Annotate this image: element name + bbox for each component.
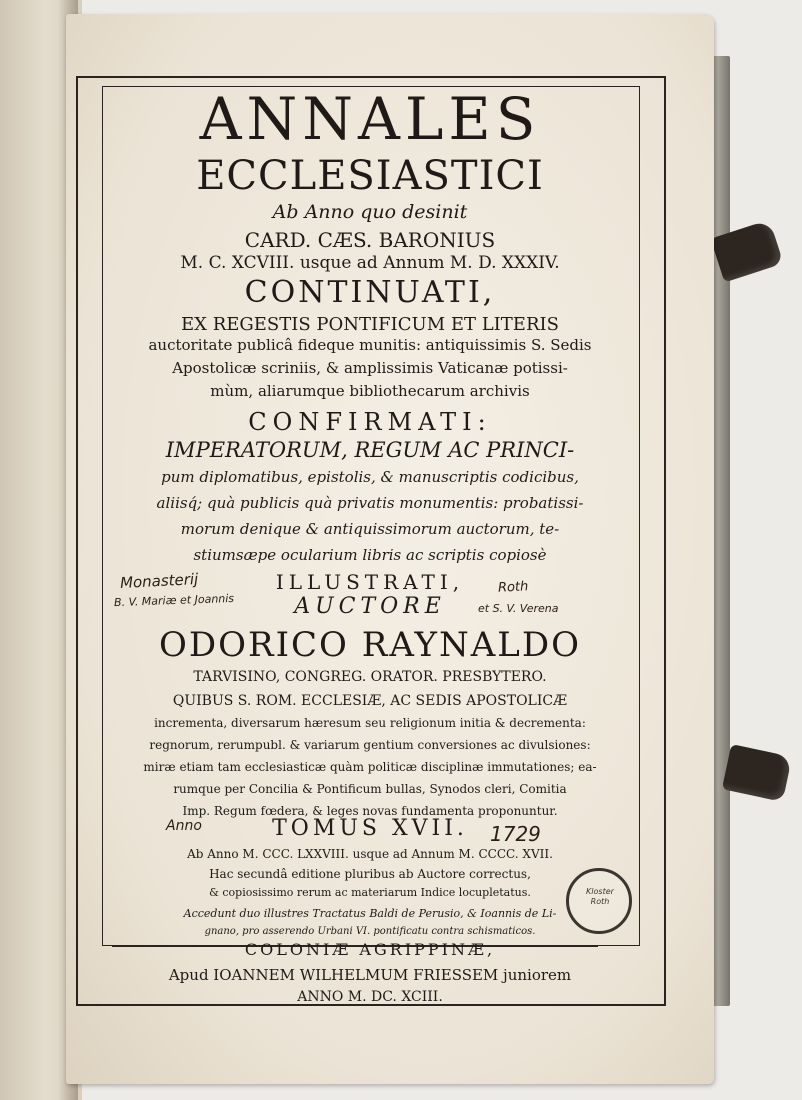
description-line: aliisq́; quà publicis quà privatis monumentis: probatissi-: [156, 494, 584, 512]
stamp-text: Kloster Roth: [586, 887, 614, 906]
quibus-line: QUIBUS S. ROM. ECCLESIÆ, AC SEDIS APOSTOLICÆ: [172, 693, 568, 709]
description-line: stiumsæpe ocularium libris ac scriptis copiosè: [193, 546, 547, 564]
regestis-line: EX REGESTIS PONTIFICUM ET LITERIS: [181, 314, 559, 335]
description-line: regnorum, rerumpubl. & variarum gentium conversiones ac divulsiones:: [149, 738, 591, 752]
description-line: Imp. Regum fœdera, & leges novas fundamenta proponuntur.: [182, 804, 558, 818]
description-line: morum denique & antiquissimorum auctorum, te-: [180, 520, 560, 538]
manuscript-year: 1729: [490, 822, 541, 846]
title-annales: ANNALES: [199, 85, 541, 153]
edition-line: Hac secundâ editione pluribus ab Auctore correctus,: [209, 867, 531, 881]
imprint-printer: Apud IOANNEM WILHELMUM FRIESSEM juniorem: [168, 966, 572, 984]
continuati: CONTINUATI,: [244, 275, 496, 310]
manuscript-note: et S. V. Verena: [478, 602, 559, 615]
description-line: rumque per Concilia & Pontificum bullas, Synodos cleri, Comitia: [173, 782, 567, 796]
tomus: TOMUS XVII.: [272, 816, 468, 841]
confirmati: CONFIRMATI:: [248, 408, 492, 436]
tomus-years: Ab Anno M. CCC. LXXVIII. usque ad Annum M. CCCC. XVII.: [187, 847, 553, 861]
subtitle-ab-anno: Ab Anno quo desinit: [272, 201, 468, 223]
manuscript-note: Monasterij: [119, 569, 199, 593]
description-line: Apostolicæ scriniis, & amplissimis Vaticanæ potissi-: [172, 359, 568, 377]
description-line: pum diplomatibus, epistolis, & manuscriptis codicibus,: [161, 468, 579, 486]
auctore: AUCTORE: [294, 594, 446, 619]
edition-line: & copiosissimo rerum ac materiarum Indice locupletatus.: [209, 886, 531, 899]
imperatorum-line: IMPERATORUM, REGUM AC PRINCI-: [165, 438, 575, 462]
description-line: auctoritate publicâ fideque munitis: antiquissimis S. Sedis: [148, 336, 592, 354]
illustrati: ILLUSTRATI,: [275, 570, 465, 594]
author-origin: TARVISINO, CONGREG. ORATOR. PRESBYTERO.: [193, 669, 547, 685]
manuscript-note: Anno: [166, 818, 202, 834]
manuscript-note: B. V. Mariæ et Joannis: [113, 591, 235, 610]
description-line: miræ etiam tam ecclesiasticæ quàm politicæ disciplinæ immutationes; ea-: [143, 760, 597, 774]
imprint-city: COLONIÆ AGRIPPINÆ,: [244, 940, 496, 959]
description-line: incrementa, diversarum hæresum seu religionum initia & decrementa:: [154, 716, 586, 730]
manuscript-note: Roth: [497, 579, 529, 596]
tractatus-line: Accedunt duo illustres Tractatus Baldi de Perusio, & Ioannis de Li-: [183, 907, 557, 920]
clasp-bottom: [722, 744, 792, 802]
library-stamp: [566, 868, 632, 934]
tractatus-line: gnano, pro asserendo Urbani VI. pontificatu contra schismaticos.: [204, 926, 536, 937]
imprint-year: ANNO M. DC. XCIII.: [297, 989, 443, 1005]
year-range: M. C. XCVIII. usque ad Annum M. D. XXXIV.: [180, 253, 560, 273]
cardinal-name: CARD. CÆS. BARONIUS: [244, 228, 496, 252]
author-name: ODORICO RAYNALDO: [159, 625, 581, 665]
title-ecclesiastici: ECCLESIASTICI: [196, 153, 544, 199]
description-line: mùm, aliarumque bibliothecarum archivis: [210, 382, 530, 400]
